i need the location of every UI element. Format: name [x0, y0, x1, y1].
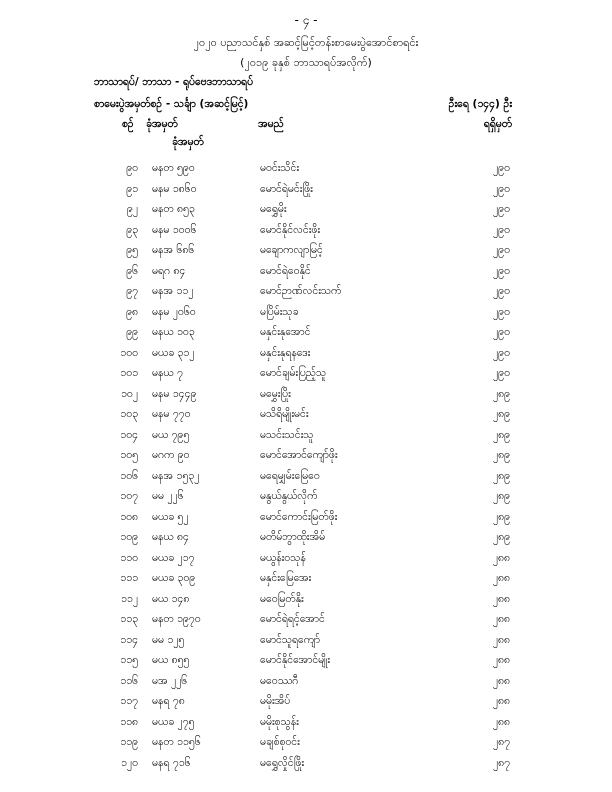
student-name: မောင်အောင်ကျော်ဖိုး [260, 449, 338, 461]
row-number: ၉၃ [126, 223, 138, 236]
marks-value: ၂၈၈ [492, 551, 510, 564]
student-name: မနှင်းမြေအေး [260, 572, 312, 584]
student-name: မမွှေးပြိုး [260, 387, 291, 400]
student-name: မောင်ဉာဏ်လင်းသက် [260, 285, 342, 297]
row-number: ၁၀၁ [120, 367, 138, 379]
document-subtitle: (၂၀၁၉ ခုနှစ် ဘာသာရပ်အလိုက်) [240, 56, 372, 69]
roll-number: မနမ ၁၀၀၆ [152, 223, 197, 236]
roll-number: မအ ၂၂၆ [152, 674, 188, 687]
student-name: မဝင်းသိင်း [260, 162, 300, 174]
marks-value: ၂၈၉ [492, 408, 510, 420]
student-name: မနွယ်နွယ်လိုက် [260, 490, 318, 502]
row-number: ၁၁၄ [120, 633, 138, 646]
row-number: ၁၁၇ [120, 695, 138, 707]
row-number: ၁၂၀ [121, 756, 138, 769]
marks-value: ၂၈၈ [492, 613, 510, 625]
column-header-marks: ရရှိမှတ် [483, 118, 512, 130]
table-row [0, 552, 612, 573]
row-number: ၁၁၂ [121, 592, 138, 605]
row-number: ၁၀၄ [120, 428, 138, 441]
table-row [0, 695, 612, 716]
marks-value: ၂၈၉ [492, 449, 510, 461]
student-name: မောင်သူရကျော် [260, 633, 320, 646]
marks-value: ၂၉၀ [493, 162, 510, 174]
table-row [0, 367, 612, 388]
table-row [0, 203, 612, 224]
table-row [0, 716, 612, 737]
student-name: မမိုးအိပ် [260, 695, 291, 707]
row-number: ၁၀၀ [120, 346, 138, 359]
table-row [0, 511, 612, 532]
marks-value: ၂၈၇ [492, 736, 510, 748]
exam-label: စာမေးပွဲအမှတ်စဉ် - သင်္ချာ (အဆင့်မြင့်) [94, 98, 249, 110]
roll-number: မမ ၂၂၆ [152, 490, 184, 502]
marks-value: ၂၈၈ [492, 674, 510, 687]
roll-number: မနတ ၈၅၃ [152, 203, 195, 215]
marks-value: ၂၉၀ [493, 326, 510, 338]
marks-value: ၂၈၉ [492, 428, 510, 441]
row-number: ၁၁၃ [120, 613, 138, 625]
roll-number: မနအ ၁၁၂ [152, 285, 194, 297]
student-name: မနှင်းနုအောင် [260, 326, 311, 338]
student-name: မချောကလျာမြင့် [260, 244, 323, 256]
row-number: ၁၀၃ [120, 408, 138, 420]
row-number: ၉၉ [126, 326, 138, 338]
table-row [0, 326, 612, 347]
table-row [0, 470, 612, 491]
table-row [0, 757, 612, 778]
column-header-roll: ခုံအမှတ် [172, 136, 204, 148]
student-name: မပြိမ်းသုခ [260, 305, 299, 318]
roll-number: မနတ ၁၉၇၀ [152, 613, 201, 625]
student-name: မဝေဿဂီ [260, 674, 299, 687]
roll-number: မနမ ၁၈၆၀ [152, 182, 197, 195]
student-name: မရွှေလှိုင်ဖြိုး [260, 756, 305, 769]
row-number: ၉၇ [126, 285, 138, 297]
marks-value: ၂၈၈ [492, 695, 510, 707]
roll-number: မဂက ၉၀ [152, 449, 190, 461]
roll-number: မနမ ၂၀၆၀ [152, 305, 196, 318]
student-name: မောင်ချမ်းပြည့်သူ [260, 367, 327, 379]
row-number: ၁၁၈ [120, 715, 138, 728]
roll-number: မယ ၇၉၅ [152, 428, 190, 441]
row-number: ၁၁၅ [120, 654, 138, 666]
row-number: ၁၀၉ [120, 531, 138, 543]
roll-number: မမ ၁၂၅ [152, 633, 185, 646]
student-name: မောင်ရဲရင့်အောင် [260, 613, 325, 625]
student-name: မမိုးစုသွန်း [260, 715, 299, 728]
roll-number: မနမ ၇၇၀ [152, 408, 191, 420]
table-row [0, 285, 612, 306]
table-row [0, 244, 612, 265]
marks-value: ၂၉၀ [493, 285, 510, 297]
roll-number: မနတ ၁၁၅၆ [152, 736, 201, 748]
table-row [0, 572, 612, 593]
marks-value: ၂၉၀ [493, 367, 510, 379]
subject-label: ဘာသာရပ်/ ဘာသာ - ရုပ်ဗေဒဘာသာရပ် [94, 76, 254, 88]
roll-number: မနယ ၇ [152, 367, 183, 379]
marks-value: ၂၈၉ [492, 490, 510, 502]
student-name: မတိမ်ဘွာထိုးအိမ် [260, 531, 326, 543]
marks-value: ၂၈၈ [492, 572, 510, 584]
roll-number: မနအ ၆၈၆ [152, 244, 195, 256]
marks-value: ၂၉၀ [493, 182, 510, 195]
marks-value: ၂၈၉ [492, 469, 510, 482]
roll-number: မယခ ၅၂ [152, 510, 189, 523]
candidate-count: ဦးရေ (၁၄၄) ဦး [448, 98, 512, 110]
row-number: ၉၈ [126, 305, 138, 318]
marks-value: ၂၈၈ [492, 715, 510, 728]
student-name: မောင်နိုင်လင်းဖိုး [260, 223, 321, 236]
row-number: ၉၀ [126, 162, 138, 174]
marks-value: ၂၈၉ [492, 387, 510, 400]
column-header-subject: ခုံအမှတ် [146, 118, 178, 130]
row-number: ၁၁၆ [120, 674, 138, 687]
row-number: ၉၅ [126, 244, 138, 256]
student-name: မချစ်စုဝင်း [260, 736, 300, 748]
page-number: - ၄ - [294, 13, 318, 27]
student-name: မရွှေမိုး [260, 203, 287, 215]
table-row [0, 306, 612, 327]
table-row [0, 531, 612, 552]
table-row [0, 347, 612, 368]
marks-value: ၂၉၀ [493, 203, 510, 215]
table-row [0, 388, 612, 409]
roll-number: မနအ ၁၅၃၂ [152, 469, 200, 482]
roll-number: မရဂ ၈၄ [152, 264, 186, 277]
student-name: မောင်ကောင်းမြတ်ဖိုး [260, 510, 338, 523]
row-number: ၁၁၁ [120, 572, 138, 584]
marks-value: ၂၉၀ [493, 346, 510, 359]
roll-number: မယခ ၃၀၉ [152, 572, 196, 584]
roll-number: မနယ ၈၄ [152, 531, 189, 543]
row-number: ၁၀၈ [120, 510, 138, 523]
table-row [0, 265, 612, 286]
table-row [0, 654, 612, 675]
marks-value: ၂၈၈ [492, 654, 510, 666]
marks-value: ၂၈၈ [492, 592, 510, 605]
table-row [0, 675, 612, 696]
roll-number: မနမ ၁၄၄၉ [152, 387, 197, 400]
marks-value: ၂၉၀ [493, 244, 510, 256]
table-row [0, 162, 612, 183]
column-header-number: စဉ် [122, 118, 134, 130]
row-number: ၉၁ [126, 182, 138, 195]
roll-number: မနရ ၇၈ [152, 695, 185, 707]
table-row [0, 634, 612, 655]
table-row [0, 224, 612, 245]
table-row [0, 736, 612, 757]
table-row [0, 183, 612, 204]
row-number: ၁၀၅ [120, 449, 138, 461]
roll-number: မယ ၁၄၈ [152, 592, 190, 605]
roll-number: မယခ ၂၇၅ [152, 715, 195, 728]
roll-number: မနရ ၇၁၆ [152, 756, 191, 769]
document-title: ၂၀၂၀ ပညာသင်နှစ် အဆင့်မြင့်တန်းစာမေးပွဲအောင်စာရင်း [193, 36, 419, 49]
marks-value: ၂၉၀ [493, 264, 510, 277]
marks-value: ၂၈၈ [492, 633, 510, 646]
student-name: မောင်ရဲမင်းဖြိုး [260, 182, 313, 195]
row-number: ၁၀၂ [121, 387, 138, 400]
student-name: မနှင်းနုရနဒေး [260, 346, 311, 359]
roll-number: မနယ ၁၀၃ [152, 326, 195, 338]
marks-value: ၂၈၇ [492, 756, 510, 769]
row-number: ၉၆ [126, 264, 138, 277]
student-name: မဝေမြတ်နိုး [260, 592, 304, 605]
row-number: ၁၁၀ [120, 551, 138, 564]
marks-value: ၂၈၉ [492, 510, 510, 523]
table-row [0, 449, 612, 470]
table-row [0, 408, 612, 429]
row-number: ၉၂ [126, 203, 138, 215]
table-row [0, 593, 612, 614]
row-number: ၁၀၇ [120, 490, 138, 502]
results-table [0, 162, 612, 777]
student-name: မသိရိမျိုးမင်း [260, 408, 309, 420]
student-name: မောင်ရဲဝေနိုင် [260, 264, 311, 277]
marks-value: ၂၉၀ [493, 223, 510, 236]
table-row [0, 490, 612, 511]
table-row [0, 429, 612, 450]
marks-value: ၂၉၀ [493, 305, 510, 318]
row-number: ၁၀၆ [120, 469, 138, 482]
marks-value: ၂၈၉ [492, 531, 510, 543]
roll-number: မယခ ၂၁၇ [152, 551, 195, 564]
row-number: ၁၁၉ [120, 736, 138, 748]
column-header-name: အမည် [258, 118, 284, 130]
student-name: မယွန်းဝသုန် [260, 551, 306, 564]
student-name: မရေမျှမ်းမြေဝေ [260, 469, 320, 482]
table-row [0, 613, 612, 634]
roll-number: မယ ၈၅၅ [152, 654, 190, 666]
roll-number: မနတ ၅၉၀ [152, 162, 195, 174]
roll-number: မယခ ၃၁၂ [152, 346, 195, 359]
student-name: မောင်နိုင်အောင်မျိုး [260, 654, 330, 666]
student-name: မသင်းသင်းသူ [260, 428, 314, 441]
